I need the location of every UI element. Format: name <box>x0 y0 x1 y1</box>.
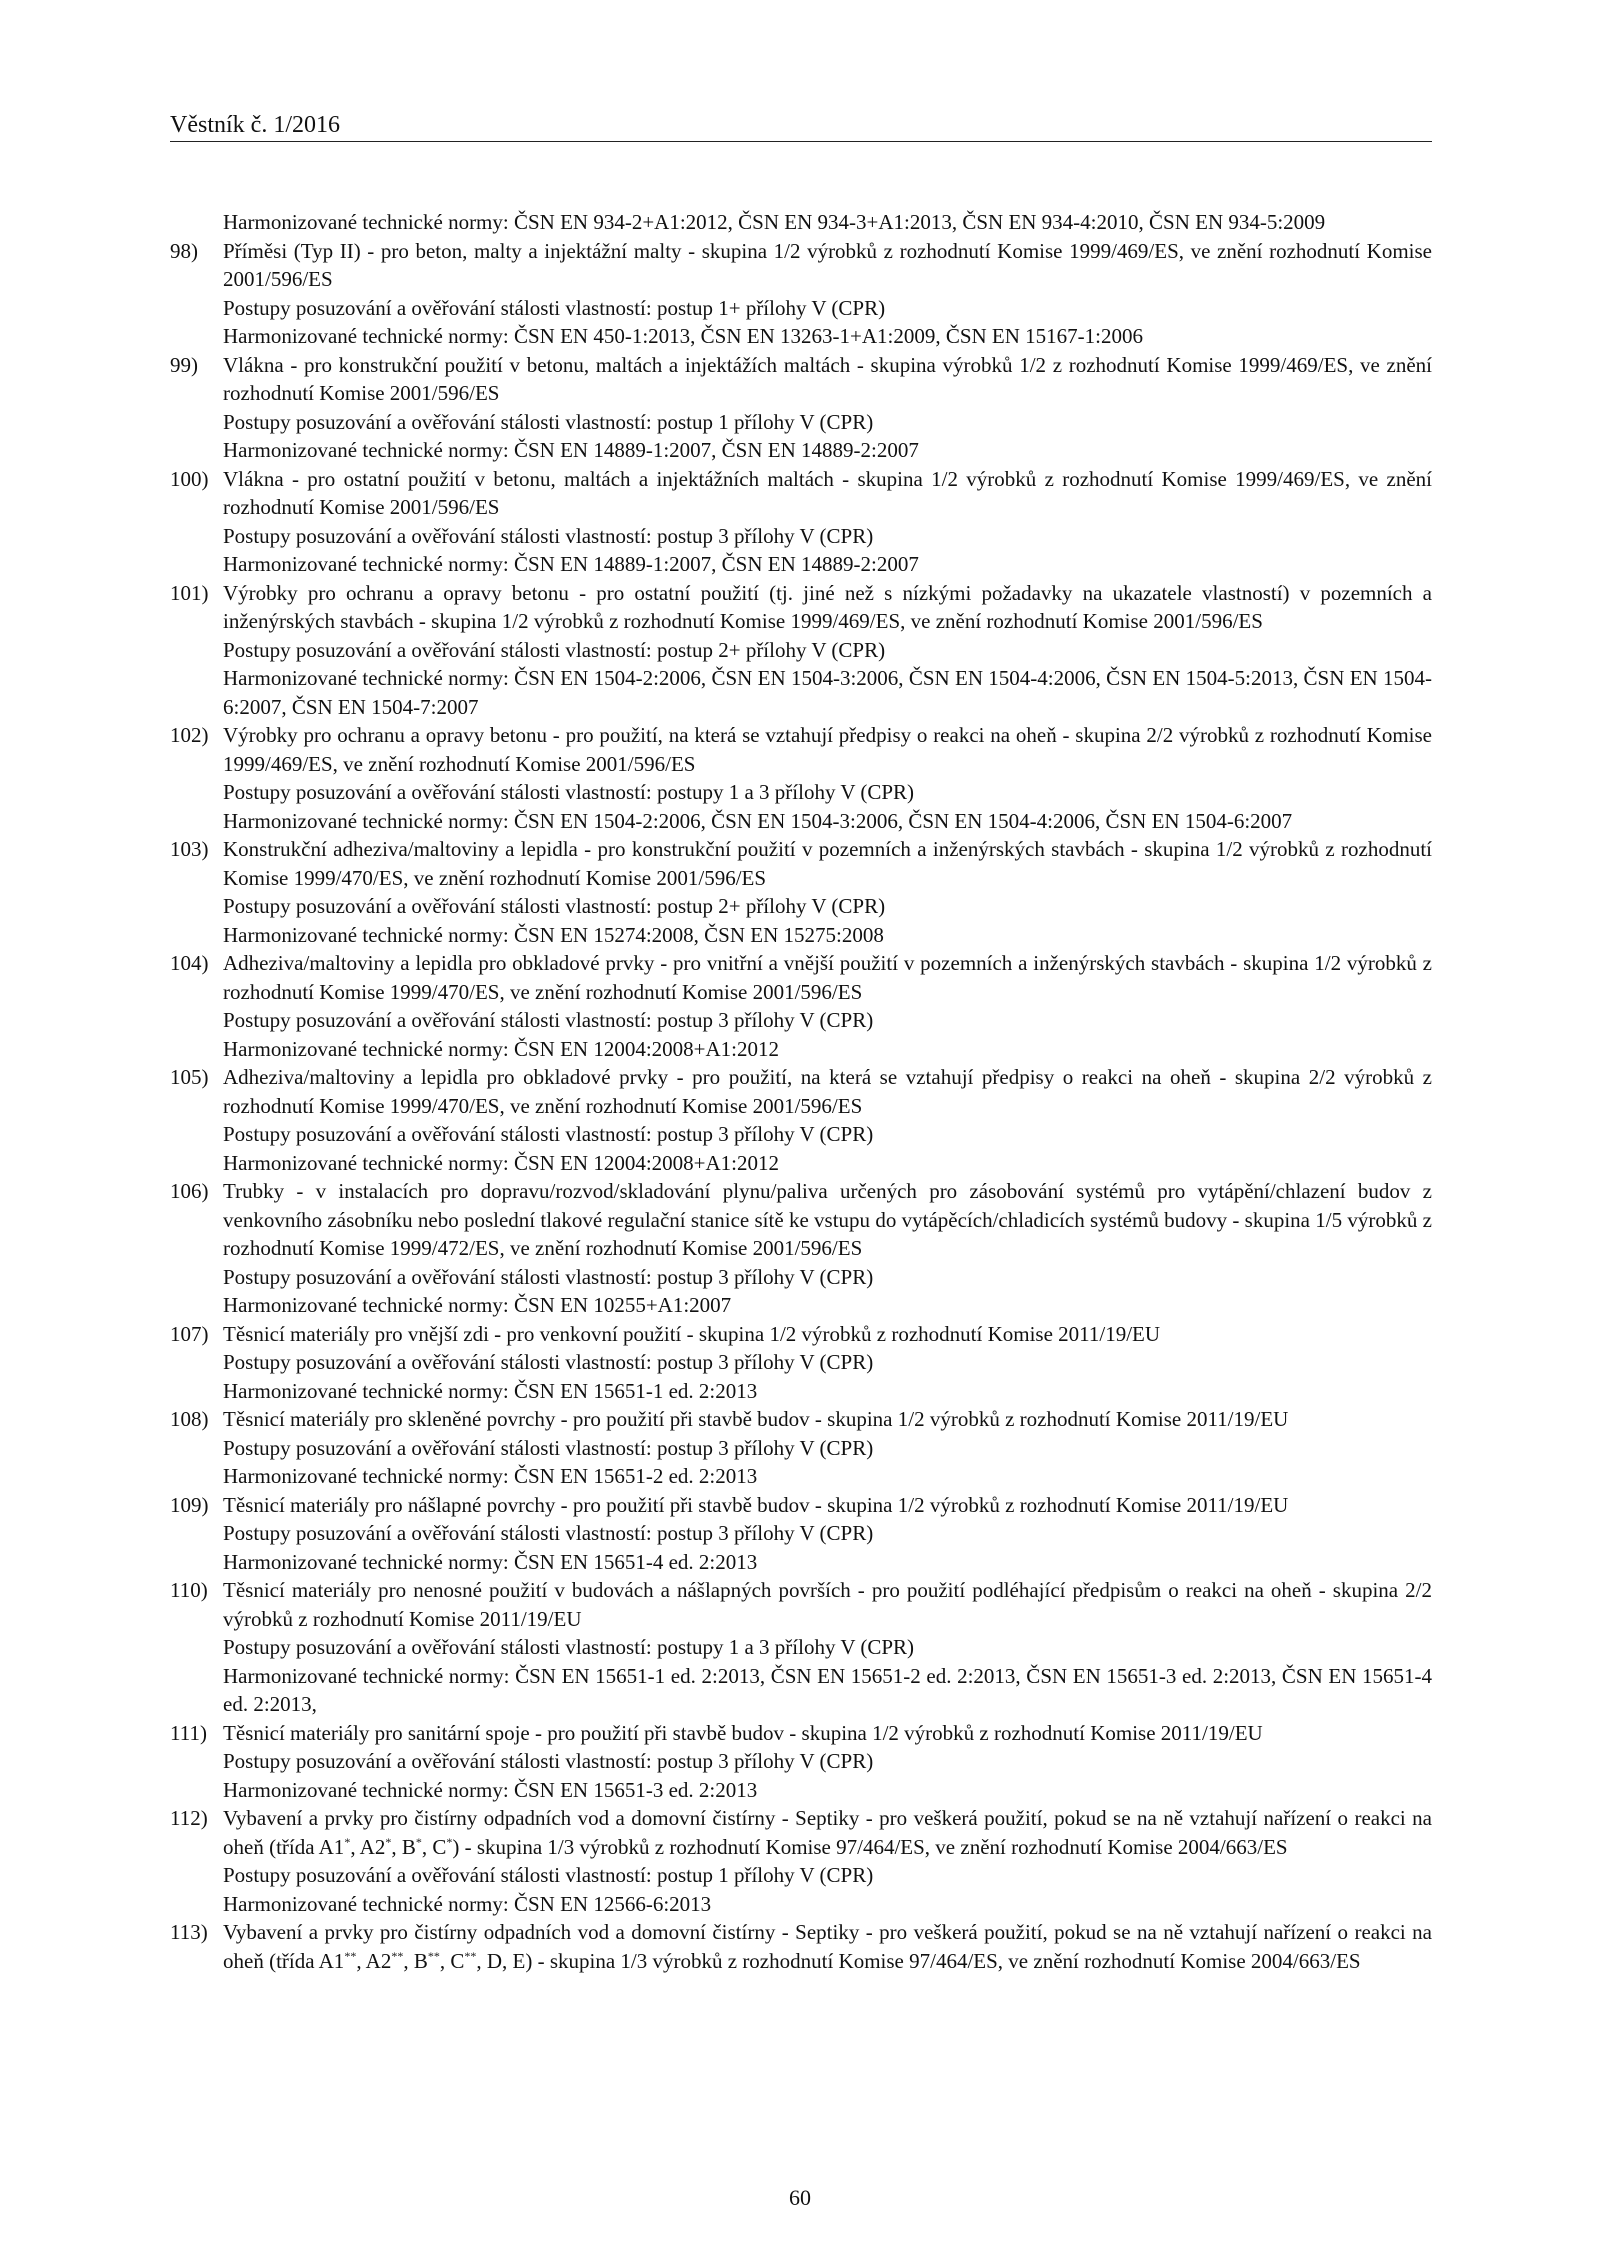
item-procedure: Postupy posuzování a ověřování stálosti vlastností: postup 3 přílohy V (CPR) <box>223 1435 874 1460</box>
item-norms: Harmonizované technické normy: ČSN EN 12004:2008+A1:2012 <box>223 1036 779 1061</box>
item-body <box>223 949 1432 1063</box>
item-body <box>223 721 1432 835</box>
item-procedure: Postupy posuzování a ověřování stálosti vlastností: postup 3 přílohy V (CPR) <box>223 1521 874 1545</box>
item-norms: Harmonizované technické normy: ČSN EN 450-1:2013, ČSN EN 13263-1+A1:2009, ČSN EN 15167-1:2006 <box>223 324 1144 348</box>
item-body <box>223 237 1432 351</box>
item-title: Vlákna - pro konstrukční použití v betonu, maltách a injektážích maltách - skupina výrobků 1/2 z rozhodnutí Komise 1999/469/ES, ve znění rozhodnutí Komise 2001/596/ES <box>223 352 1432 405</box>
item-body <box>223 1063 1432 1177</box>
list-item <box>170 1918 1432 1975</box>
item-procedure: Postupy posuzování a ověřování stálosti vlastností: postup 3 přílohy V (CPR) <box>223 523 874 548</box>
list-item <box>170 1576 1432 1719</box>
item-norms: Harmonizované technické normy: ČSN EN 15651-4 ed. 2:2013 <box>223 1549 758 1574</box>
item-procedure: Postupy posuzování a ověřování stálosti vlastností: postup 3 přílohy V (CPR) <box>223 1122 874 1146</box>
item-norms: Harmonizované technické normy: ČSN EN 15651-1 ed. 2:2013 <box>223 1378 758 1403</box>
item-number: 98) <box>170 238 198 263</box>
list-item <box>170 1491 1432 1577</box>
item-title: Těsnicí materiály pro vnější zdi - pro venkovní použití - skupina 1/2 výrobků z rozhodnutí Komise 2011/19/EU <box>223 1321 1161 1346</box>
item-number: 100) <box>170 466 209 491</box>
item-body <box>223 1491 1432 1577</box>
list-item <box>170 835 1432 949</box>
list-item <box>170 1063 1432 1177</box>
item-body <box>223 579 1432 722</box>
item-body <box>223 1918 1432 1975</box>
item-number: 106) <box>170 1179 209 1203</box>
page-number: 60 <box>789 2185 811 2210</box>
item-procedure: Postupy posuzování a ověřování stálosti vlastností: postup 3 přílohy V (CPR) <box>223 1264 874 1289</box>
item-body <box>223 1576 1432 1719</box>
list-item <box>170 579 1432 722</box>
item-procedure: Postupy posuzování a ověřování stálosti vlastností: postup 2+ přílohy V (CPR) <box>223 637 886 662</box>
item-number: 103) <box>170 837 209 861</box>
item-list <box>170 237 1432 1976</box>
item-body <box>223 1804 1432 1918</box>
item-number: 101) <box>170 580 209 605</box>
item-title: Vlákna - pro ostatní použití v betonu, maltách a injektážních maltách - skupina 1/2 výrobků z rozhodnutí Komise 1999/469/ES, ve znění rozhodnutí Komise 2001/596/ES <box>223 466 1432 519</box>
item-norms: Harmonizované technické normy: ČSN EN 14889-1:2007, ČSN EN 14889-2:2007 <box>223 552 919 576</box>
item-number: 104) <box>170 951 209 975</box>
item-number: 109) <box>170 1492 209 1517</box>
list-item <box>170 949 1432 1063</box>
page-header <box>170 112 1432 142</box>
item-number: 112) <box>170 1806 208 1830</box>
list-item <box>170 465 1432 579</box>
list-item <box>170 721 1432 835</box>
item-number: 107) <box>170 1321 209 1346</box>
item-procedure: Postupy posuzování a ověřování stálosti vlastností: postup 1+ přílohy V (CPR) <box>223 295 886 320</box>
item-title: Těsnicí materiály pro nášlapné povrchy - pro použití při stavbě budov - skupina 1/2 výrobků z rozhodnutí Komise 2011/19/EU <box>223 1492 1289 1517</box>
item-number: 105) <box>170 1065 209 1089</box>
item-number: 108) <box>170 1407 209 1431</box>
list-item <box>170 237 1432 351</box>
list-item <box>170 1177 1432 1320</box>
item-norms: Harmonizované technické normy: ČSN EN 15651-2 ed. 2:2013 <box>223 1464 758 1488</box>
item-norms: Harmonizované technické normy: ČSN EN 12566-6:2013 <box>223 1891 712 1916</box>
item-norms: Harmonizované technické normy: ČSN EN 15651-3 ed. 2:2013 <box>223 1777 758 1802</box>
item-body <box>223 1320 1432 1406</box>
item-number: 99) <box>170 352 198 377</box>
item-norms: Harmonizované technické normy: ČSN EN 10255+A1:2007 <box>223 1293 732 1317</box>
item-norms: Harmonizované technické normy: ČSN EN 15651-1 ed. 2:2013, ČSN EN 15651-2 ed. 2:2013, ČSN EN 15651-3 ed. 2:2013, ČSN EN 15651-4 ed. 2:2013, <box>223 1663 1432 1716</box>
item-procedure: Postupy posuzování a ověřování stálosti vlastností: postupy 1 a 3 přílohy V (CPR) <box>223 1635 915 1659</box>
item-title: Výrobky pro ochranu a opravy betonu - pro použití, na která se vztahují předpisy o reakci na oheň - skupina 2/2 výrobků z rozhodnutí Komise 1999/469/ES, ve znění rozhodnutí Komise 2001/596/ES <box>223 723 1432 776</box>
item-norms: Harmonizované technické normy: ČSN EN 1504-2:2006, ČSN EN 1504-3:2006, ČSN EN 1504-4:2006, ČSN EN 1504-6:2007 <box>223 808 1293 833</box>
item-title: Adheziva/maltoviny a lepidla pro obkladové prvky - pro vnitřní a vnější použití v pozemních a inženýrských stavbách - skupina 1/2 výrobků z rozhodnutí Komise 1999/470/ES, ve znění rozhodnutí Komise 2001/596/ES <box>223 951 1432 1004</box>
item-title: Trubky - v instalacích pro dopravu/rozvod/skladování plynu/paliva určených pro zásobování systémů pro vytápění/chlazení budov z venkovního zásobníku nebo poslední tlakové regulační stanice sítě ke vstupu do vytápěcích/chladicích systémů budovy - skupina 1/5 výrobků z rozhodnutí Komise 1999/472/ES, ve znění rozhodnutí Komise 2001/596/ES <box>223 1179 1432 1260</box>
item-body <box>223 465 1432 579</box>
item-title: Příměsi (Typ II) - pro beton, malty a injektážní malty - skupina 1/2 výrobků z rozhodnutí Komise 1999/469/ES, ve znění rozhodnutí Komise 2001/596/ES <box>223 238 1432 291</box>
item-title: Vybavení a prvky pro čistírny odpadních vod a domovní čistírny - Septiky - pro veškerá použití, pokud se na ně vztahují nařízení o reakci na oheň (třída A1*, A2*, B*, C*) - skupina 1/3 výrobků z rozhodnutí Komise 97/464/ES, ve znění rozhodnutí Komise 2004/663/ES <box>223 1806 1432 1859</box>
journal-title: Věstník č. 1/2016 <box>170 112 340 138</box>
list-item <box>170 1320 1432 1406</box>
item-body <box>223 1177 1432 1320</box>
list-item <box>170 1719 1432 1805</box>
item-number: 102) <box>170 723 209 747</box>
list-item <box>170 1804 1432 1918</box>
list-item <box>170 1405 1432 1491</box>
item-number: 113) <box>170 1920 208 1944</box>
item-body <box>223 835 1432 949</box>
item-number: 111) <box>170 1720 207 1745</box>
item-number: 110) <box>170 1578 208 1602</box>
lead-norms: Harmonizované technické normy: ČSN EN 934-2+A1:2012, ČSN EN 934-3+A1:2013, ČSN EN 934-4:2010, ČSN EN 934-5:2009 <box>223 210 1326 234</box>
item-procedure: Postupy posuzování a ověřování stálosti vlastností: postup 3 přílohy V (CPR) <box>223 1749 874 1773</box>
item-body <box>223 351 1432 465</box>
item-title: Vybavení a prvky pro čistírny odpadních vod a domovní čistírny - Septiky - pro veškerá použití, pokud se na ně vztahují nařízení o reakci na oheň (třída A1**, A2**, B**, C**, D, E) - skupina 1/3 výrobků z rozhodnutí Komise 97/464/ES, ve znění rozhodnutí Komise 2004/663/ES <box>223 1920 1432 1973</box>
item-norms: Harmonizované technické normy: ČSN EN 14889-1:2007, ČSN EN 14889-2:2007 <box>223 438 919 462</box>
item-procedure: Postupy posuzování a ověřování stálosti vlastností: postup 1 přílohy V (CPR) <box>223 409 874 434</box>
item-title: Výrobky pro ochranu a opravy betonu - pro ostatní použití (tj. jiné než s nízkými požadavky na ukazatele vlastností) v pozemních a inženýrských stavbách - skupina 1/2 výrobků z rozhodnutí Komise 1999/469/ES, ve znění rozhodnutí Komise 2001/596/ES <box>223 580 1432 633</box>
item-title: Adheziva/maltoviny a lepidla pro obkladové prvky - pro použití, na která se vztahují předpisy o reakci na oheň - skupina 2/2 výrobků z rozhodnutí Komise 1999/470/ES, ve znění rozhodnutí Komise 2001/596/ES <box>223 1065 1432 1118</box>
item-norms: Harmonizované technické normy: ČSN EN 15274:2008, ČSN EN 15275:2008 <box>223 922 884 947</box>
item-body <box>223 1719 1432 1805</box>
item-title: Konstrukční adheziva/maltoviny a lepidla - pro konstrukční použití v pozemních a inženýrských stavbách - skupina 1/2 výrobků z rozhodnutí Komise 1999/470/ES, ve znění rozhodnutí Komise 2001/596/ES <box>223 837 1432 890</box>
document-body <box>170 208 1432 1975</box>
item-procedure: Postupy posuzování a ověřování stálosti vlastností: postupy 1 a 3 přílohy V (CPR) <box>223 780 915 804</box>
item-title: Těsnicí materiály pro skleněné povrchy - pro použití při stavbě budov - skupina 1/2 výrobků z rozhodnutí Komise 2011/19/EU <box>223 1407 1289 1431</box>
item-procedure: Postupy posuzování a ověřování stálosti vlastností: postup 3 přílohy V (CPR) <box>223 1008 874 1032</box>
item-norms: Harmonizované technické normy: ČSN EN 12004:2008+A1:2012 <box>223 1150 779 1175</box>
item-procedure: Postupy posuzování a ověřování stálosti vlastností: postup 1 přílohy V (CPR) <box>223 1863 874 1887</box>
item-procedure: Postupy posuzování a ověřování stálosti vlastností: postup 3 přílohy V (CPR) <box>223 1350 874 1374</box>
item-body <box>223 1405 1432 1491</box>
item-procedure: Postupy posuzování a ověřování stálosti vlastností: postup 2+ přílohy V (CPR) <box>223 894 886 918</box>
item-norms: Harmonizované technické normy: ČSN EN 1504-2:2006, ČSN EN 1504-3:2006, ČSN EN 1504-4:2006, ČSN EN 1504-5:2013, ČSN EN 1504-6:2007, ČSN EN 1504-7:2007 <box>223 666 1432 719</box>
item-title: Těsnicí materiály pro sanitární spoje - pro použití při stavbě budov - skupina 1/2 výrobků z rozhodnutí Komise 2011/19/EU <box>223 1720 1263 1745</box>
item-title: Těsnicí materiály pro nenosné použití v budovách a nášlapných površích - pro použití podléhající předpisům o reakci na oheň - skupina 2/2 výrobků z rozhodnutí Komise 2011/19/EU <box>223 1578 1432 1631</box>
list-item <box>170 351 1432 465</box>
